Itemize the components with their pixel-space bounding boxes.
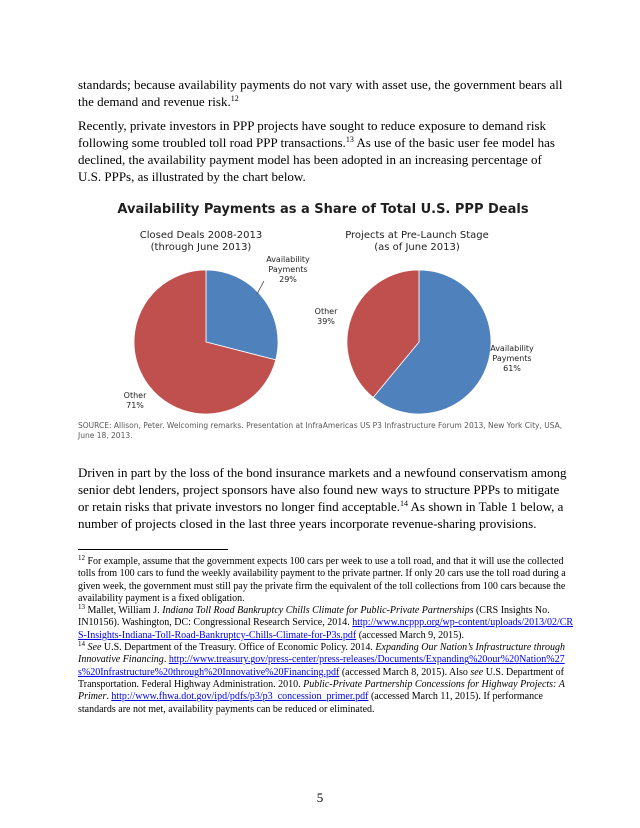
footnote-ref-14[interactable]: 14	[400, 499, 409, 508]
footnote-14-title-1: Expanding Our Nation’s Infrastructure through Innovative Financing	[78, 642, 566, 666]
paragraph-2-text-b: As use of the basic user fee model has declined, the availability payment model has been adopted in an increasing percentage of U.S. PPPs, as illustrated by the chart below.	[78, 135, 555, 184]
footnote-14-dot: U.S. Department of Transportation. Federal Highway Administration. 2010.	[78, 666, 565, 690]
footnote-14	[78, 642, 576, 716]
pie-chart-figure	[78, 196, 568, 448]
left-pie-subtitle-line1: Closed Deals 2008-2013	[139, 230, 263, 241]
left-label-other	[110, 391, 160, 411]
footnote-14-accessed-1: (accessed March 8, 2015). Also	[339, 666, 471, 678]
page-number: 5	[316, 790, 324, 805]
footnote-14-see: See	[85, 642, 102, 654]
left-label-availability	[258, 255, 318, 285]
paragraph-1-text: standards; because availability payments do not vary with asset use, the government bears all the demand and revenue risk.	[78, 77, 563, 109]
paragraph-2	[78, 117, 568, 185]
paragraph-2-text-a: Recently, private investors in PPP projects have sought to reduce exposure to demand risk following some troubled toll road PPP transactions.	[78, 118, 547, 150]
left-label-other-line1: Other	[123, 391, 147, 400]
right-label-other-line1: Other	[314, 307, 338, 316]
footnotes	[78, 556, 576, 716]
footnote-14-link-2[interactable]: http://www.fhwa.dot.gov/ipd/pdfs/p3/p3_concession_primer.pdf	[111, 691, 369, 703]
footnote-13-link[interactable]: http://www.ncppp.org/wp-content/uploads/2013/02/CRS-Insights-Indiana-Toll-Road-Bankruptcy-Chills-Climate-for-P3s.pdf	[78, 617, 574, 641]
footnote-14-see-also: see	[470, 666, 484, 678]
chart-source: SOURCE: Allison, Peter. Welcoming remarks. Presentation at InfraAmericas US P3 Infrastructure Forum 2013, New York City, USA, June 18, 2013.	[78, 421, 563, 440]
paragraph-3-text-a: Driven in part by the loss of the bond insurance markets and a newfound conservatism among senior debt lenders, project sponsors have also found new ways to structure PPPs to mitigate or retain risks that private investors no longer find acceptable.	[78, 465, 567, 514]
paragraph-1	[78, 76, 568, 110]
footnote-13-number: 13	[78, 603, 85, 612]
footnote-12-number: 12	[78, 554, 85, 562]
footnote-14-title-2: Public-Private Partnership Concessions for Highway Projects: A Primer	[78, 678, 565, 703]
left-pie-subtitle-line2: (through June 2013)	[150, 242, 252, 253]
footnote-12-text: For example, assume that the government expects 100 cars per week to use a toll road, and that it will use the collected tolls from 100 cars to fund the weekly availability payment to the private partner. If only 20 cars use the toll road during a given week, the government must still pay the private firm the equivalent of the toll collections from 100 cars because the availability payment is a fixed obligation.	[78, 556, 566, 604]
footnote-ref-13[interactable]: 13	[345, 135, 354, 144]
footnote-14-accessed-2: (accessed March 11, 2015). If performance standards are not met, availability payments can be reduced or eliminated.	[78, 691, 543, 715]
left-label-availability-line2: Payments	[268, 265, 308, 274]
right-label-availability-line1: Availability	[490, 344, 534, 353]
footnote-13	[78, 605, 576, 642]
footnote-14-sep-1: .	[163, 654, 169, 666]
paragraph-3-text-b: As shown in Table 1 below, a number of projects closed in the last three years incorporate revenue-sharing provisions.	[78, 499, 564, 531]
footnote-13-author: Mallet, William J.	[85, 605, 163, 617]
footnote-12	[78, 556, 576, 605]
footnote-ref-12[interactable]: 12	[230, 94, 239, 103]
footnote-13-publisher: (CRS Insights No. IN10156). Washington, DC: Congressional Research Service, 2014.	[78, 605, 550, 629]
left-label-availability-pct: 29%	[279, 275, 297, 284]
right-label-availability	[480, 344, 544, 374]
chart-title: Availability Payments as a Share of Total U.S. PPP Deals	[117, 202, 529, 217]
left-label-availability-line1: Availability	[266, 255, 310, 264]
right-pie-subtitle-line1: Projects at Pre-Launch Stage	[345, 230, 489, 241]
right-label-other	[306, 307, 346, 327]
right-label-other-pct: 39%	[317, 317, 335, 326]
right-label-availability-pct: 61%	[503, 364, 521, 373]
left-label-other-pct: 71%	[126, 401, 144, 410]
paragraph-3	[78, 464, 568, 532]
footnote-14-link-1[interactable]: http://www.treasury.gov/press-center/press-releases/Documents/Expanding%20our%20Nation%27s%20Infrastructure%20through%20Innovative%20Financing.pdf	[78, 654, 565, 678]
footnote-divider	[78, 549, 228, 550]
right-label-availability-line2: Payments	[492, 354, 532, 363]
footnote-13-title: Indiana Toll Road Bankruptcy Chills Climate for Public-Private Partnerships	[162, 605, 474, 617]
footnote-14-number: 14	[78, 640, 85, 649]
footnote-14-sep-2: .	[106, 691, 112, 703]
footnote-13-accessed: (accessed March 9, 2015).	[356, 629, 464, 641]
right-pie-subtitle-line2: (as of June 2013)	[374, 242, 460, 253]
footnote-14-treasury: U.S. Department of the Treasury. Office of Economic Policy. 2014.	[101, 642, 376, 654]
